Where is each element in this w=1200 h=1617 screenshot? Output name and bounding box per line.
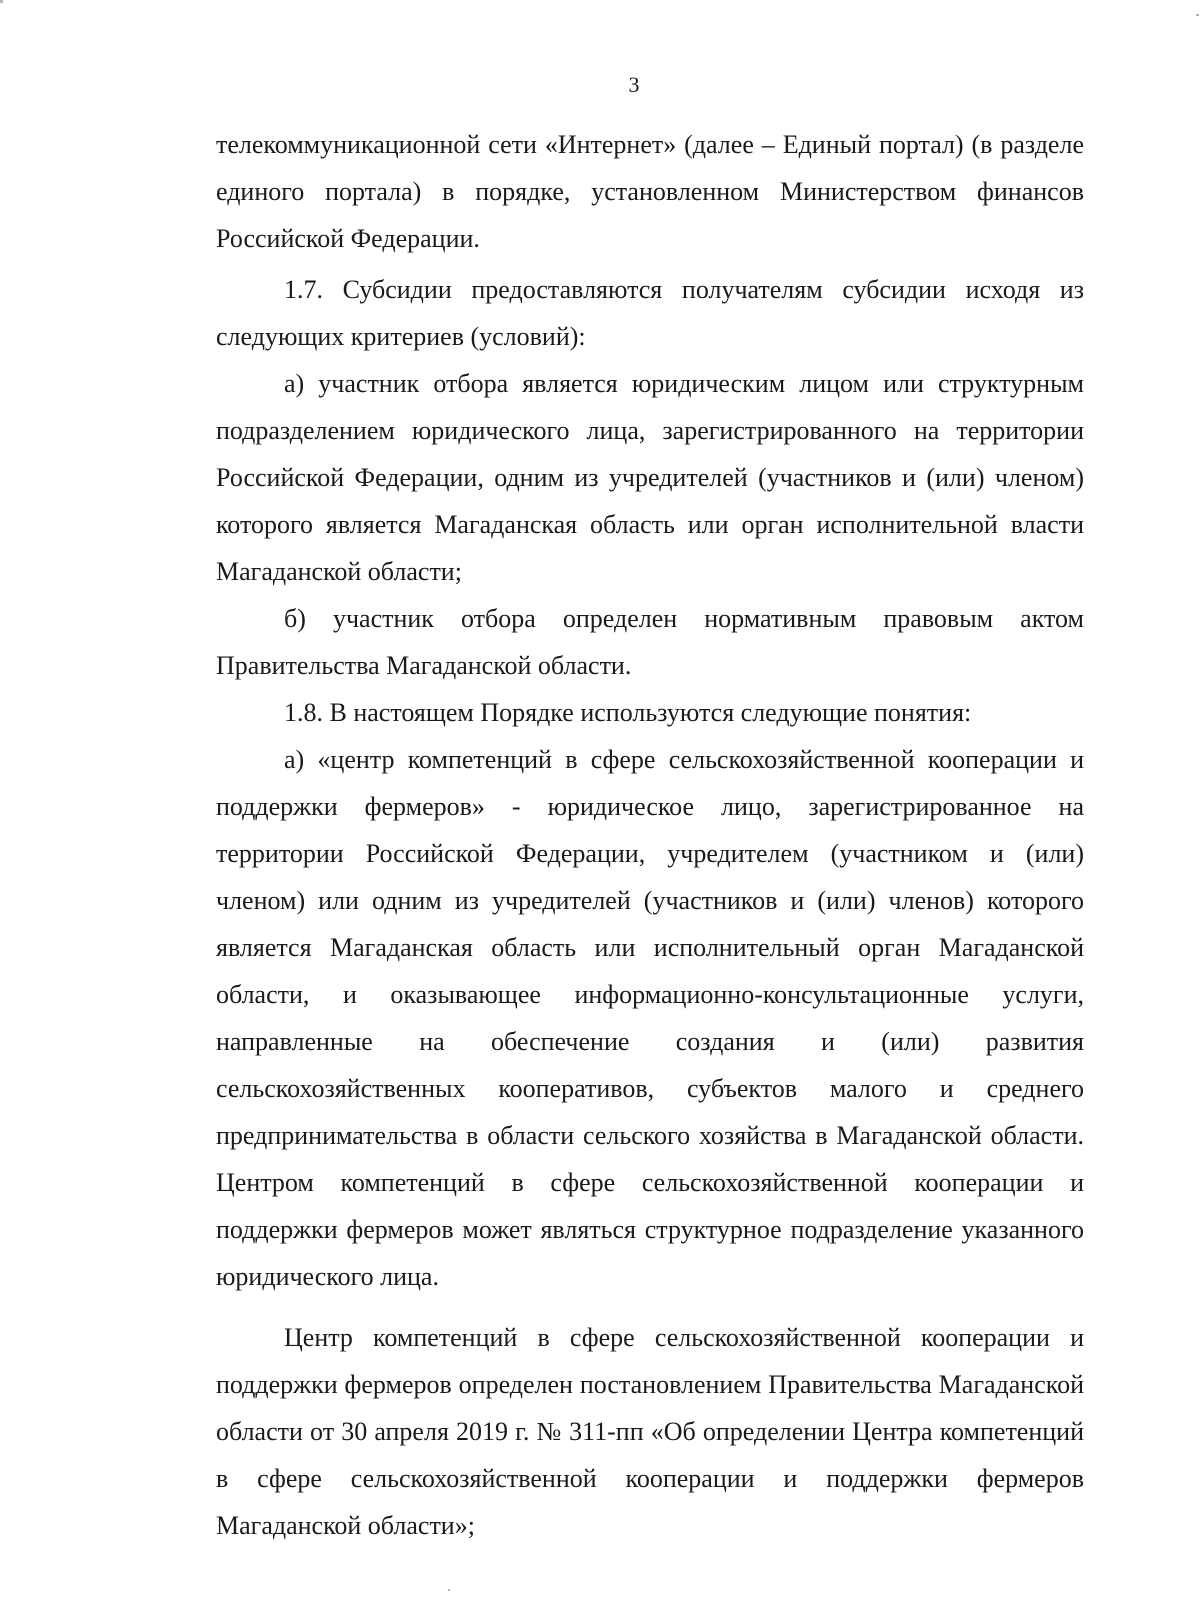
document-body (216, 121, 1084, 1549)
paragraph-1-8-a: а) «центр компетенций в сфере сельскохозяйственной кооперации и поддержки фермеров» - юридическое лицо, зарегистрированное на территории Российской Федерации, учредителем (участником и (или) членом) или одним из учредителей (участников и (или) членов) которого является Магаданская область или исполнительный орган Магаданской области, и оказывающее информационно-консультационные услуги, направленные на обеспечение создания и (или) развития сельскохозяйственных кооперативов, субъектов малого и среднего предпринимательства в области сельского хозяйства в Магаданской области. Центром компетенций в сфере сельскохозяйственной кооперации и поддержки фермеров может являться структурное подразделение указанного юридического лица. (216, 745, 1084, 1291)
paragraph-competence-center: Центр компетенций в сфере сельскохозяйственной кооперации и поддержки фермеров определен постановлением Правительства Магаданской области от 30 апреля 2019 г. № 311-пп «Об определении Центра компетенций в сфере сельскохозяйственной кооперации и поддержки фермеров Магаданской области»; (216, 1323, 1084, 1540)
paragraph-1-7-b: б) участник отбора определен нормативным правовым актом Правительства Магаданской области. (216, 604, 1084, 680)
scan-speck (0, 0, 3, 3)
scan-speck (1196, 14, 1199, 16)
page-number: 3 (628, 72, 640, 97)
paragraph-1-7-a: а) участник отбора является юридическим лицом или структурным подразделением юридического лица, зарегистрированного на территории Российской Федерации, одним из учредителей (участников и (или) членом) которого является Магаданская область или орган исполнительной власти Магаданской области; (216, 369, 1084, 586)
paragraph-1-8: 1.8. В настоящем Порядке используются следующие понятия: (284, 698, 972, 727)
paragraph-continuation: телекоммуникационной сети «Интернет» (далее – Единый портал) (в разделе единого портала) в порядке, установленном Министерством финансов Российской Федерации. (216, 130, 1084, 253)
paragraph-1-7: 1.7. Субсидии предоставляются получателям субсидии исходя из следующих критериев (условий): (216, 275, 1084, 351)
scan-speck (448, 1589, 450, 1591)
